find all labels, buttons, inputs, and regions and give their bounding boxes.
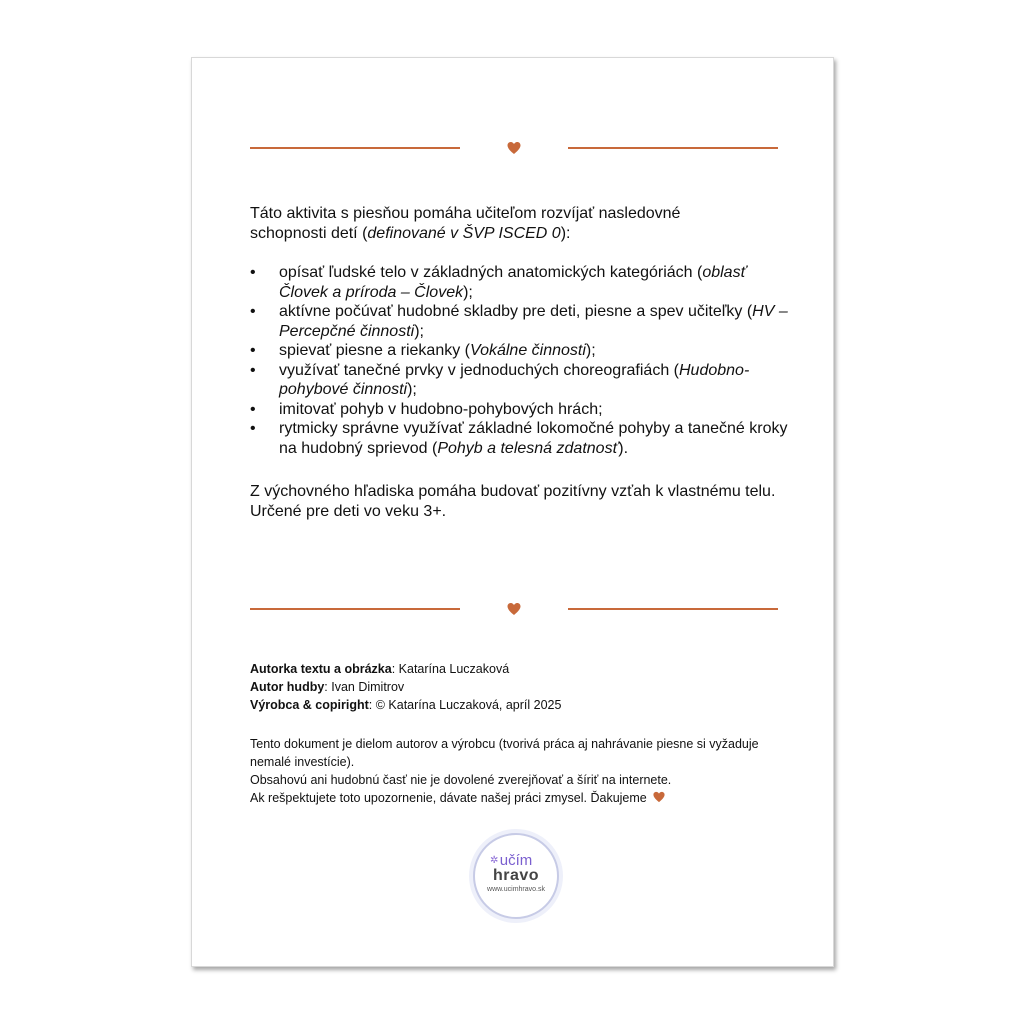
list-item-end: ). xyxy=(618,439,629,457)
outro-line-2: Určené pre deti vo veku 3+. xyxy=(250,502,447,520)
list-item-text: rytmicky správne využívať základné lokomočné pohyby a tanečné kroky na hudobný sprievod ( xyxy=(279,420,788,457)
outro-paragraph xyxy=(250,482,790,521)
credit-producer xyxy=(250,696,790,714)
bullet-icon: • xyxy=(250,342,256,359)
credit-label: Výrobca & copiright xyxy=(250,698,369,712)
list-item-end: ); xyxy=(414,322,424,340)
list-item-text: využívať tanečné prvky v jednoduchých choreografiách ( xyxy=(279,361,679,379)
list-item-end: ); xyxy=(463,283,473,301)
list-item-text: aktívne počúvať hudobné skladby pre deti, piesne a spev učiteľky ( xyxy=(279,303,753,320)
list-item xyxy=(250,419,790,458)
bullet-icon: • xyxy=(250,303,256,320)
heart-icon xyxy=(653,791,665,803)
list-item-italic: oblasť Človek a príroda – Človek xyxy=(279,264,747,301)
logo-top-text: učím xyxy=(499,852,533,869)
intro-line-2-italic: definované v ŠVP ISCED 0 xyxy=(367,224,561,242)
intro-line-2-end: ): xyxy=(560,224,571,242)
heart-icon xyxy=(507,141,521,155)
flower-icon: ✲ xyxy=(490,855,499,866)
logo-main-text: hravo xyxy=(492,867,540,884)
copyright-notice xyxy=(250,735,790,807)
skills-list xyxy=(250,263,790,458)
divider-line-right xyxy=(568,608,778,610)
bullet-icon: • xyxy=(250,264,256,281)
credit-label: Autor hudby xyxy=(250,680,325,694)
list-item-end: ); xyxy=(585,342,596,359)
list-item-italic: Vokálne činnosti xyxy=(469,342,586,359)
document-page xyxy=(191,57,834,967)
list-item xyxy=(250,263,790,302)
list-item xyxy=(250,400,790,420)
outro-line-1: Z výchovného hľadiska pomáha budovať pozitívny vzťah k vlastnému telu. xyxy=(250,483,776,500)
list-item-italic: Pohyb a telesná zdatnosť xyxy=(437,439,619,457)
list-item-text: opísať ľudské telo v základných anatomických kategóriách ( xyxy=(279,264,703,281)
ucimhravo-logo xyxy=(473,833,559,919)
credit-value: : © Katarína Luczaková, apríl 2025 xyxy=(368,698,562,712)
credit-value: : Ivan Dimitrov xyxy=(324,680,405,694)
notice-line-1: Tento dokument je dielom autorov a výrobcu (tvorivá práca aj nahrávanie piesne si vyžaduje nemalé investície). xyxy=(250,737,759,769)
divider-line-left xyxy=(250,147,460,149)
list-item-text: imitovať pohyb v hudobno-pohybových hrách; xyxy=(279,400,603,418)
intro-line-1: Táto aktivita s piesňou pomáha učiteľom rozvíjať nasledovné xyxy=(250,205,681,222)
divider-line-right xyxy=(568,147,778,149)
credit-music xyxy=(250,678,790,696)
bullet-icon: • xyxy=(250,400,256,418)
list-item xyxy=(250,341,790,361)
notice-line-2: Obsahovú ani hudobnú časť nie je dovolené zverejňovať a šíriť na internete. xyxy=(250,773,672,787)
list-item-italic: Hudobno-pohybové činnosti xyxy=(279,361,750,398)
intro-paragraph xyxy=(250,204,790,243)
credits-block xyxy=(250,660,790,714)
notice-line-3-text: Ak rešpektujete toto upozornenie, dávate našej práci zmysel. Ďakujeme xyxy=(250,791,647,805)
divider-line-left xyxy=(250,608,460,610)
intro-line-2-start: schopnosti detí ( xyxy=(250,224,368,242)
credit-author xyxy=(250,660,790,678)
notice-line-3 xyxy=(250,789,790,807)
credit-value: : Katarína Luczaková xyxy=(391,662,510,676)
credit-label: Autorka textu a obrázka xyxy=(250,662,392,676)
bullet-icon: • xyxy=(250,420,256,437)
list-item-text: spievať piesne a riekanky ( xyxy=(279,342,470,359)
list-item xyxy=(250,361,790,400)
logo-url: www.ucimhravo.sk xyxy=(487,886,545,893)
heart-icon xyxy=(507,602,521,616)
list-item-italic: HV – Percepčné činnosti xyxy=(279,303,788,340)
list-item xyxy=(250,302,790,341)
bullet-icon: • xyxy=(250,361,256,379)
list-item-end: ); xyxy=(407,381,417,398)
